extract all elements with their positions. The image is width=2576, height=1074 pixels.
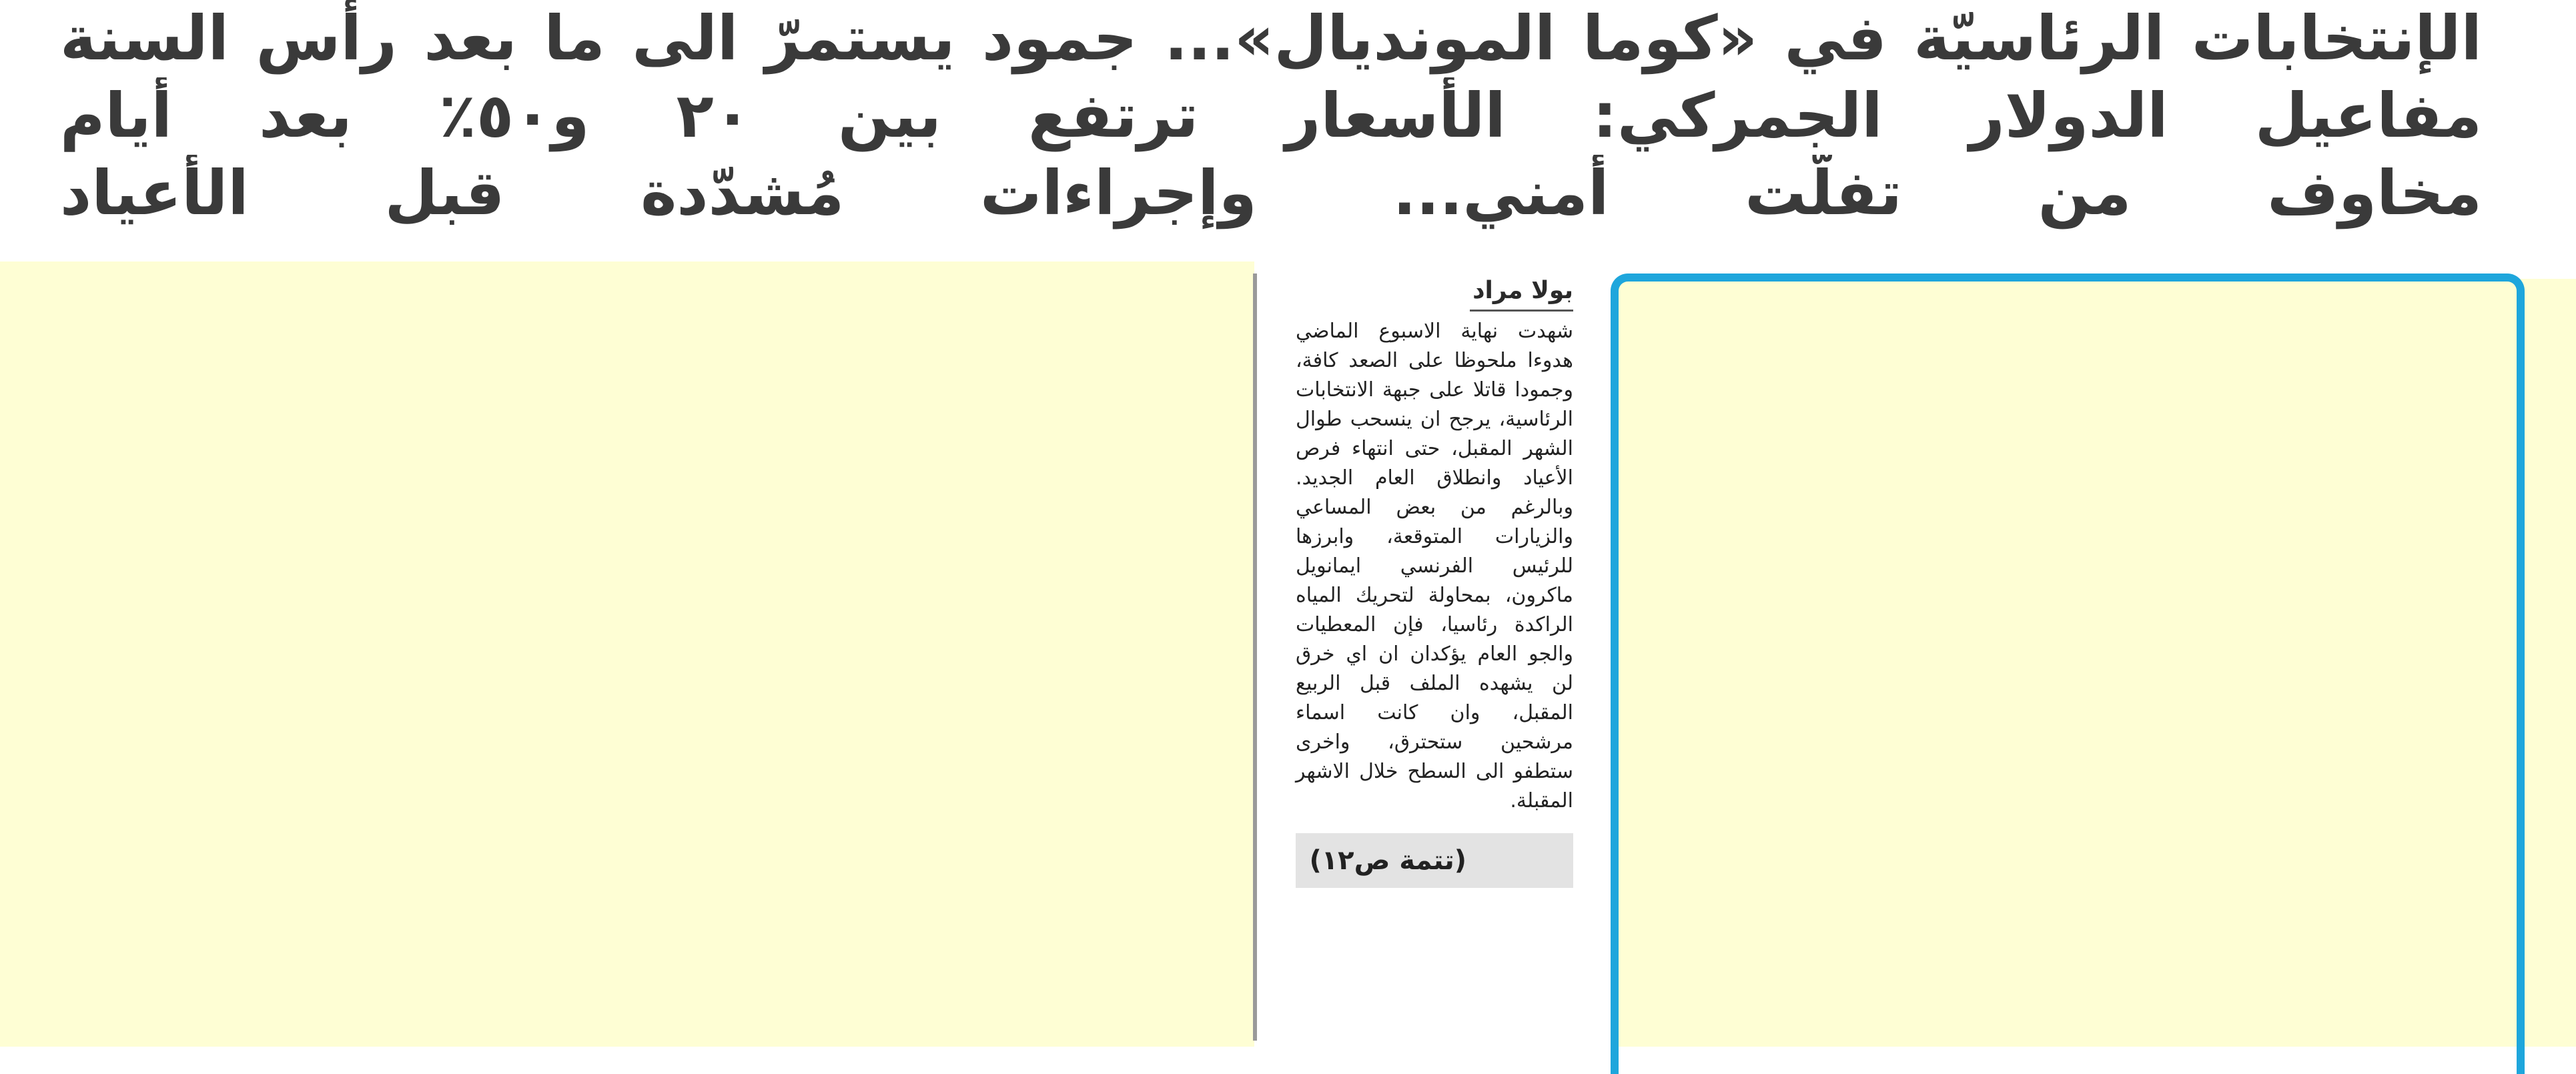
- column-divider: [1253, 274, 1257, 1041]
- article-body: شهدت نهاية الاسبوع الماضي هدوءا ملحوظا على الصعد كافة، وجمودا قاتلا على جبهة الانتخابات الرئاسية، يرجح ان ينسحب طوال الشهر المقبل، حتى انتهاء فرص الأعياد وانطلاق العام الجديد. وبالرغم من بعض المساعي والزيارات المتوقعة، وابرزها للرئيس الفرنسي ايمانويل ماكرون، بمحاولة لتحريك المياه الراكدة رئاسيا، فإن المعطيات والجو العام يؤكدان ان اي خرق لن يشهده الملف قبل الربيع المقبل، وان كانت اسماء مرشحين ستحترق، واخرى ستطفو الى السطح خلال الاشهر المقبلة.: [1296, 320, 1573, 813]
- headline-customs-dollar: مفاعيل الدولار الجمركي: الأسعار ترتفع بين ٢٠ و٥٠٪ بعد أيام: [60, 80, 2482, 151]
- article-column: [1296, 272, 1573, 1047]
- right-framed-box: [1611, 274, 2525, 1074]
- headline-security-fears: مخاوف من تفلّت أمني... وإجراءات مُشدّدة قبل الأعياد: [60, 157, 2482, 229]
- continued-on-page-label: (تتمة ص١٢): [1296, 833, 1573, 888]
- right-highlight-panel-edge: [2517, 287, 2576, 1047]
- left-highlight-panel: [0, 261, 1254, 1047]
- headline-block: [60, 0, 2482, 247]
- article-byline: بولا مراد: [1470, 272, 1573, 312]
- headline-presidential-election: الإنتخابات الرئاسيّة في «كوما المونديال»... جمود يستمرّ الى ما بعد رأس السنة: [60, 3, 2482, 74]
